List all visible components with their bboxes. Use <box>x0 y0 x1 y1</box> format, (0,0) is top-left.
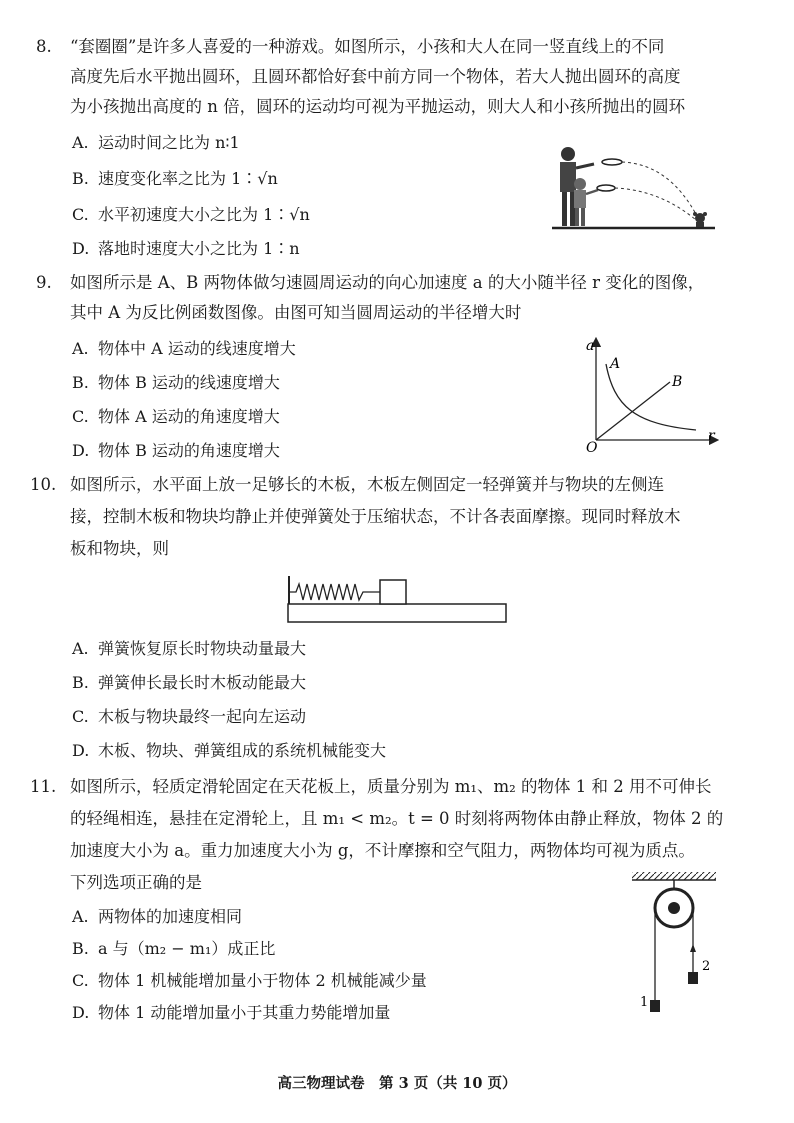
graph-y-label: a <box>586 338 595 354</box>
pulley-figure <box>624 868 724 1016</box>
curve-a-label: A <box>610 356 621 372</box>
q9-number: 9. <box>36 273 52 292</box>
block <box>380 580 406 604</box>
q11-line-2: 的轻绳相连，悬挂在定滑轮上，且 m₁ < m₂。t = 0 时刻将两物体由静止释放，物体 2 的 <box>70 809 724 828</box>
graph-origin-label: O <box>586 440 598 454</box>
q11-number: 11. <box>30 777 57 796</box>
mass-1-label: 1 <box>640 995 649 1010</box>
acceleration-radius-graph <box>584 336 724 454</box>
graph-x-label: r <box>708 428 715 444</box>
q11-option-b: B. a 与（m₂ − m₁）成正比 <box>72 939 276 958</box>
q10-option-b: B. 弹簧伸长最长时木板动能最大 <box>72 673 307 692</box>
line-b-label: B <box>672 374 683 390</box>
mass-2 <box>688 972 698 984</box>
q8-line-1: 8. “套圈圈”是许多人喜爱的一种游戏。如图所示，小孩和大人在同一竖直线上的不同 <box>36 37 665 56</box>
q11-line-3: 加速度大小为 a。重力加速度大小为 g，不计摩擦和空气阻力，两物体均可视为质点。 <box>70 841 695 860</box>
q10-number: 10. <box>30 475 57 494</box>
mass-2-label: 2 <box>702 959 711 974</box>
q9-option-d: D. 物体 B 运动的角速度增大 <box>72 441 280 460</box>
q10-option-c: C. 木板与物块最终一起向左运动 <box>72 707 307 726</box>
arrow-down-icon <box>690 944 696 952</box>
q11-option-c: C. 物体 1 机械能增加量小于物体 2 机械能减少量 <box>72 971 427 990</box>
q9-line-1: 9. 如图所示是 A、B 两物体做匀速圆周运动的向心加速度 a 的大小随半径 r 变化的图像， <box>36 273 705 292</box>
q8-option-d: D. 落地时速度大小之比为 1∶n <box>72 239 300 258</box>
q10-option-a: A. 弹簧恢复原长时物块动量最大 <box>72 639 307 658</box>
q8-number: 8. <box>36 37 52 56</box>
q11-option-d: D. 物体 1 动能增加量小于其重力势能增加量 <box>72 1003 391 1022</box>
q9-option-c: C. 物体 A 运动的角速度增大 <box>72 407 280 426</box>
q8-line-3: 为小孩抛出高度的 n 倍，圆环的运动均可视为平抛运动，则大人和小孩所抛出的圆环 <box>70 97 686 116</box>
q10-line-2: 接，控制木板和物块均静止并使弹簧处于压缩状态，不计各表面摩擦。现同时释放木 <box>70 507 681 526</box>
line-b <box>596 382 670 440</box>
mass-1 <box>650 1000 660 1012</box>
q9-option-b: B. 物体 B 运动的线速度增大 <box>72 373 280 392</box>
q9-line-2: 其中 A 为反比例函数图像。由图可知当圆周运动的半径增大时 <box>70 303 522 322</box>
ceiling <box>632 872 716 880</box>
q9-option-a: A. 物体中 A 运动的线速度增大 <box>72 339 296 358</box>
q8-option-c: C. 水平初速度大小之比为 1∶√n <box>72 205 310 224</box>
spring-board-figure <box>284 572 510 628</box>
spring <box>289 584 380 600</box>
q10-option-d: D. 木板、物块、弹簧组成的系统机械能变大 <box>72 741 387 760</box>
q8-option-a: A. 运动时间之比为 n∶1 <box>72 133 240 152</box>
q10-line-1: 10. 如图所示，水平面上放一足够长的木板，木板左侧固定一轻弹簧并与物块的左侧连 <box>30 475 664 494</box>
q10-line-3: 板和物块，则 <box>70 539 169 558</box>
q11-line-1: 11. 如图所示，轻质定滑轮固定在天花板上，质量分别为 m₁、m₂ 的物体 1 和 2 用不可伸长 <box>30 777 712 796</box>
q8-line-2: 高度先后水平抛出圆环，且圆环都恰好套中前方同一个物体，若大人抛出圆环的高度 <box>70 67 681 86</box>
ring-toss-figure <box>550 138 720 238</box>
q8-option-b: B. 速度变化率之比为 1∶√n <box>72 169 278 188</box>
wooden-board <box>288 604 506 622</box>
q11-option-a: A. 两物体的加速度相同 <box>72 907 243 926</box>
q11-line-4: 下列选项正确的是 <box>70 873 202 892</box>
page-footer: 高三物理试卷 第 3 页（共 10 页） <box>277 1075 517 1092</box>
